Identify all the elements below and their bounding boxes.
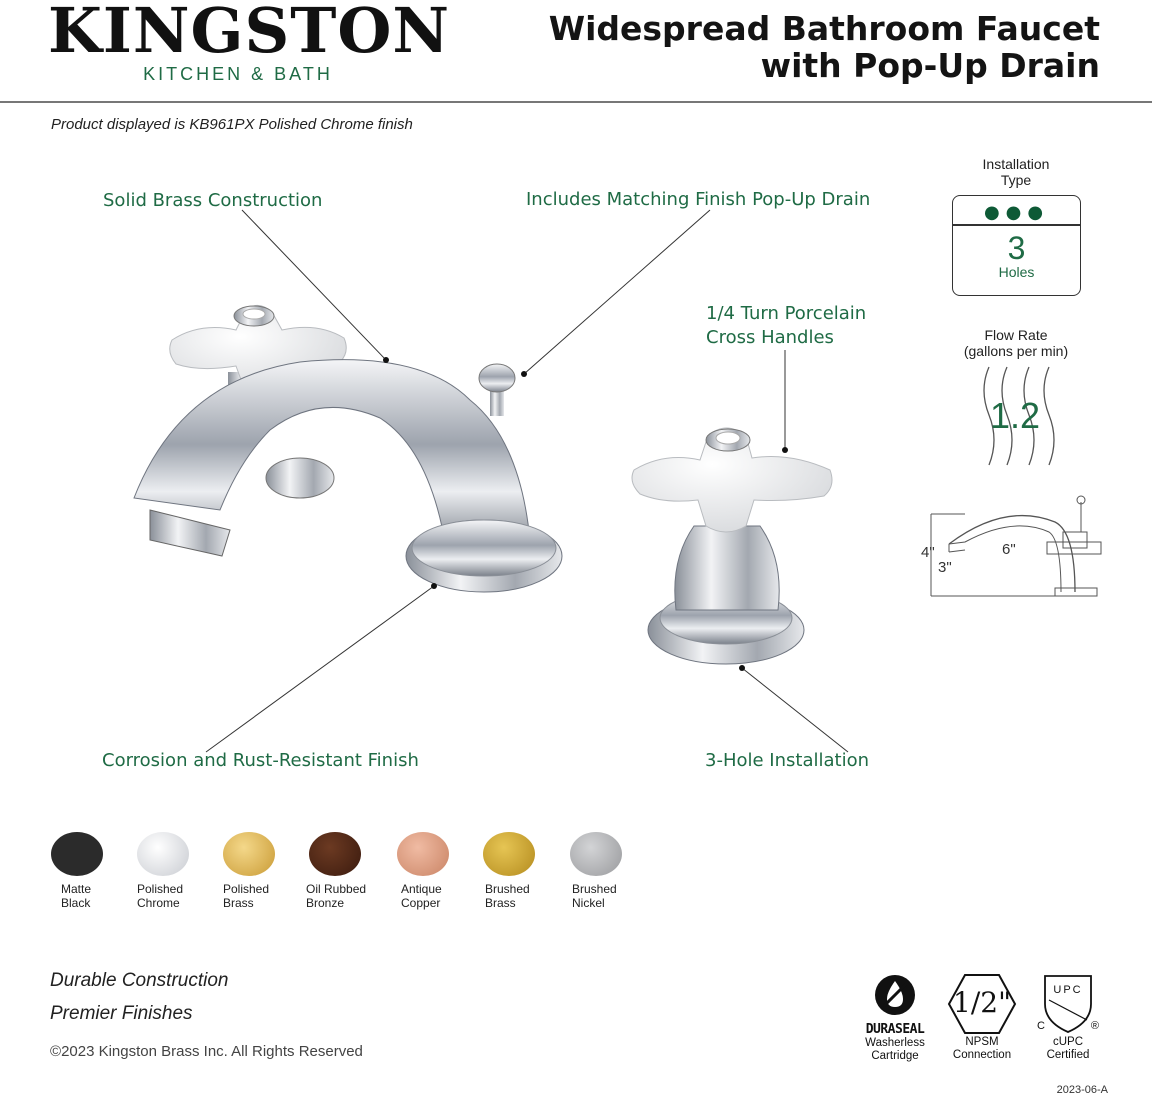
copyright: ©2023 Kingston Brass Inc. All Rights Reserved — [50, 1043, 363, 1060]
callout-finish: Corrosion and Rust-Resistant Finish — [102, 750, 419, 771]
spout-dimension: 3" — [938, 559, 952, 576]
popup-drain-knob — [479, 364, 515, 416]
tagline-durable: Durable Construction — [50, 970, 229, 991]
title-line-2: with Pop-Up Drain — [760, 46, 1100, 85]
upc-logo-text: UPC — [1053, 984, 1083, 996]
badge-duraseal — [860, 972, 930, 1063]
finish-label: Brushed Nickel — [572, 882, 617, 910]
holes-count: 3 — [1007, 230, 1026, 266]
badge-npsm — [945, 972, 1019, 1062]
finish-chip — [309, 832, 361, 876]
title-line-1: Widespread Bathroom Faucet — [548, 9, 1100, 48]
finish-swatch-polished-chrome — [137, 832, 217, 910]
document-code: 2023-06-A — [1056, 1084, 1108, 1096]
three-holes-icon: ●●● — [983, 202, 1050, 223]
height-dimension: 4" — [921, 544, 935, 561]
installation-holes-box — [952, 195, 1081, 296]
npsm-symbol: 1/2" — [953, 986, 1011, 1019]
reach-dimension: 6" — [1002, 541, 1016, 558]
installation-label-line-2: Type — [1000, 172, 1032, 188]
finish-chip — [223, 832, 275, 876]
tagline-finishes: Premier Finishes — [50, 1003, 193, 1024]
finish-swatch-antique-copper — [397, 832, 481, 910]
callout-popup-drain: Includes Matching Finish Pop-Up Drain — [526, 189, 871, 210]
flow-rate-value: 1.2 — [989, 395, 1041, 436]
flow-rate-label — [950, 327, 1082, 359]
finish-swatch-polished-brass — [223, 832, 303, 910]
finish-swatch-matte-black — [51, 832, 141, 910]
finish-label: Polished Chrome — [137, 882, 184, 910]
cupc-registered-mark: ® — [1090, 1020, 1099, 1032]
brand-name: KINGSTON — [48, 0, 451, 67]
finish-chip — [137, 832, 189, 876]
finish-label: Oil Rubbed Bronze — [306, 882, 367, 910]
callout-installation: 3-Hole Installation — [705, 750, 869, 771]
finish-swatch-oil-rubbed-bronze — [306, 832, 386, 910]
finish-label: Matte Black — [61, 882, 92, 910]
finish-chip — [397, 832, 449, 876]
finish-chip — [51, 832, 103, 876]
duraseal-logo: DURASEAL — [865, 1022, 925, 1037]
duraseal-line-1: Washerless — [865, 1037, 925, 1049]
installation-type-label — [950, 156, 1082, 188]
callout-handles-line-1: 1/4 Turn Porcelain — [706, 303, 867, 324]
finish-label: Antique Copper — [401, 882, 442, 910]
npsm-line-2: Connection — [952, 1049, 1012, 1061]
finish-label: Polished Brass — [223, 882, 270, 910]
npsm-line-1: NPSM — [965, 1036, 999, 1048]
callout-handles-line-2: Cross Handles — [706, 327, 834, 348]
finish-label: Brushed Brass — [485, 882, 530, 910]
holes-box-divider — [953, 224, 1080, 226]
finish-swatch-brushed-brass — [483, 832, 565, 910]
badge-cupc — [1035, 972, 1101, 1062]
flow-label-line-1: Flow Rate — [984, 327, 1048, 343]
finish-swatch-brushed-nickel — [570, 832, 652, 910]
copyright-icon: © — [50, 1043, 62, 1060]
cupc-line-1: cUPC — [1052, 1036, 1084, 1048]
installation-label-line-1: Installation — [982, 156, 1050, 172]
cupc-c-mark: C — [1037, 1020, 1045, 1032]
right-handle — [632, 428, 832, 664]
duraseal-line-2: Cartridge — [871, 1050, 919, 1062]
brand-subtitle: KITCHEN & BATH — [143, 64, 333, 84]
drop-slash-icon — [872, 972, 918, 1018]
callout-solid-brass: Solid Brass Construction — [103, 190, 323, 211]
cupc-line-2: Certified — [1046, 1049, 1090, 1061]
flow-label-line-2: (gallons per min) — [963, 343, 1069, 359]
holes-word: Holes — [998, 264, 1035, 280]
display-note: Product displayed is KB961PX Polished Chrome finish — [51, 116, 413, 133]
finish-chip — [570, 832, 622, 876]
finish-chip — [483, 832, 535, 876]
callout-cross-handles — [706, 302, 866, 350]
